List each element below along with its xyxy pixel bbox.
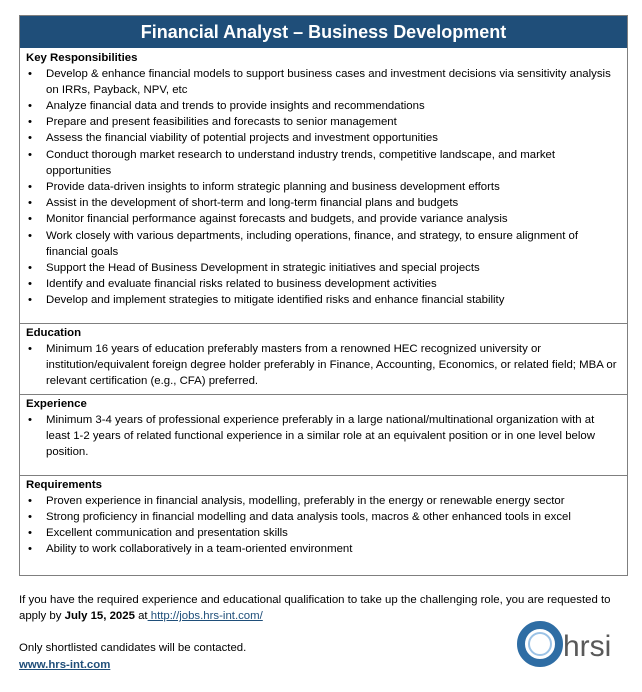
education-heading: Education [26,327,82,339]
logo-text: hrsi [563,630,612,663]
list-item: • Excellent communication and presentation skills [26,525,621,541]
list-item: • Monitor financial performance against forecasts and budgets, and provide variance analysis [26,211,621,227]
list-item: • Conduct thorough market research to understand industry trends, competitive landscape, and market opportunities [26,147,621,179]
education-list [26,341,621,390]
apply-at-text: at [134,610,148,623]
shortlist-note: Only shortlisted candidates will be contacted. [19,642,247,655]
list-item: • Develop & enhance financial models to support business cases and investment decisions via sensitivity analysis on IRRs, Payback, NPV, etc [26,66,621,98]
list-item: • Develop and implement strategies to mitigate identified risks and enhance financial stability [26,292,621,308]
list-item: • Minimum 3-4 years of professional experience preferably in a large national/multinational organization with at least 1-2 years of related functional experience in a similar role at an equivalent position or in one level below position. [26,412,621,461]
experience-list [26,412,621,461]
responsibilities-list [26,66,621,309]
website-link[interactable]: www.hrs-int.com [19,658,111,671]
experience-heading: Experience [26,398,87,410]
list-item: • Analyze financial data and trends to provide insights and recommendations [26,98,621,114]
job-title: Financial Analyst – Business Development [20,16,627,48]
list-item: • Identify and evaluate financial risks related to business development activities [26,276,621,292]
requirements-list [26,493,621,558]
apply-text: If you have the required experience and educational qualification to take up the challenging role, you are requested to apply by [19,594,611,623]
responsibilities-section [20,48,627,323]
requirements-heading: Requirements [26,479,102,491]
experience-section [20,394,627,475]
hrsi-logo [516,618,626,674]
list-item: • Prepare and present feasibilities and forecasts to senior management [26,114,621,130]
list-item: • Support the Head of Business Development in strategic initiatives and special projects [26,260,621,276]
apply-link[interactable]: http://jobs.hrs-int.com/ [147,610,263,623]
education-section [20,323,627,394]
list-item: • Assess the financial viability of potential projects and investment opportunities [26,130,621,146]
list-item: • Provide data-driven insights to inform strategic planning and business development efforts [26,179,621,195]
list-item: • Assist in the development of short-term and long-term financial plans and budgets [26,195,621,211]
logo-ring-highlight [529,633,551,655]
list-item: • Proven experience in financial analysis, modelling, preferably in the energy or renewable energy sector [26,493,621,509]
list-item: • Work closely with various departments, including operations, finance, and strategy, to ensure alignment of financial goals [26,228,621,260]
apply-deadline: July 15, 2025 [64,610,135,623]
responsibilities-heading: Key Responsibilities [26,52,138,64]
list-item: • Strong proficiency in financial modelling and data analysis tools, macros & other enhanced tools in excel [26,509,621,525]
list-item: • Minimum 16 years of education preferably masters from a renowned HEC recognized university or institution/equivalent foreign degree holder preferably in Finance, Accounting, Economics, or related field; MBA or relevant certification (e.g., CFA) preferred. [26,341,621,390]
list-item: • Ability to work collaboratively in a team-oriented environment [26,541,621,557]
requirements-section [20,475,627,575]
job-description-box [19,15,628,576]
logo-ring-icon [521,625,559,663]
